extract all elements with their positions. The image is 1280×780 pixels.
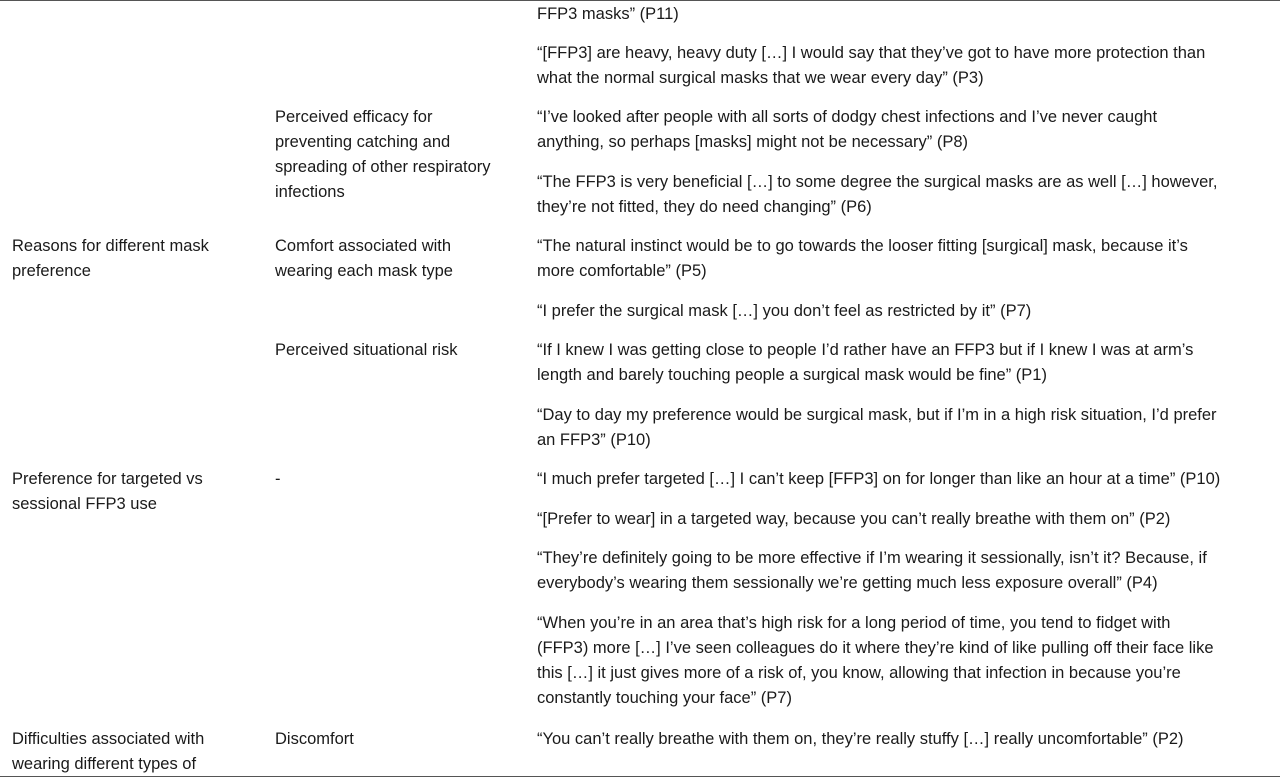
table-top-rule — [0, 0, 1280, 1]
subtheme-cell: Perceived efficacy for preventing catching and spreading of other respiratory infections — [275, 108, 491, 201]
subtheme-cell: Discomfort — [275, 730, 354, 748]
quote-cell: “I’ve looked after people with all sorts of dodgy chest infections and I’ve never caught anything, so perhaps [masks] might not be necessary” (P8) — [537, 108, 1158, 151]
quote-cell: “Day to day my preference would be surgical mask, but if I’m in a high risk situation, I’d prefer an FFP3” (P10) — [537, 406, 1217, 449]
quote-cell: FFP3 masks” (P11) — [537, 5, 679, 23]
quote-cell: “They’re definitely going to be more effective if I’m wearing it sessionally, isn’t it? Because, if everybody’s wearing them sessionally we’re getting much less exposure overall” (P4) — [537, 549, 1207, 592]
subtheme-cell: - — [275, 470, 281, 488]
theme-cell: Preference for targeted vs sessional FFP3 use — [12, 470, 203, 513]
subtheme-cell: Comfort associated with wearing each mask type — [275, 237, 453, 280]
subtheme-cell: Perceived situational risk — [275, 341, 458, 359]
quote-cell: “If I knew I was getting close to people I’d rather have an FFP3 but if I knew I was at arm’s length and barely touching people a surgical mask would be fine” (P1) — [537, 341, 1194, 384]
table-bottom-rule — [0, 776, 1280, 777]
theme-cell: Reasons for different mask preference — [12, 237, 209, 280]
quote-cell: “I much prefer targeted […] I can’t keep [FFP3] on for longer than like an hour at a time” (P10) — [537, 470, 1221, 488]
quote-cell: “You can’t really breathe with them on, they’re really stuffy […] really uncomfortable” (P2) — [537, 730, 1184, 748]
quote-cell: “I prefer the surgical mask […] you don’t feel as restricted by it” (P7) — [537, 302, 1032, 320]
quote-cell: “The natural instinct would be to go towards the looser fitting [surgical] mask, because it’s more comfortable” (P5) — [537, 237, 1188, 280]
quote-cell: “[FFP3] are heavy, heavy duty […] I would say that they’ve got to have more protection than what the normal surgical masks that we wear every day” (P3) — [537, 44, 1206, 87]
theme-cell: Difficulties associated with wearing different types of — [12, 730, 205, 773]
quote-cell: “When you’re in an area that’s high risk for a long period of time, you tend to fidget with (FFP3) more […] I’ve seen colleagues do it where they’re kind of like pulling off their face like this […] it just gives more of a risk of, you know, allowing that infection in because you’re constantly touching your face” (P7) — [537, 614, 1214, 707]
quote-cell: “[Prefer to wear] in a targeted way, because you can’t really breathe with them on” (P2) — [537, 510, 1171, 528]
quote-cell: “The FFP3 is very beneficial […] to some degree the surgical masks are as well […] however, they’re not fitted, they do need changing” (P6) — [537, 173, 1218, 216]
